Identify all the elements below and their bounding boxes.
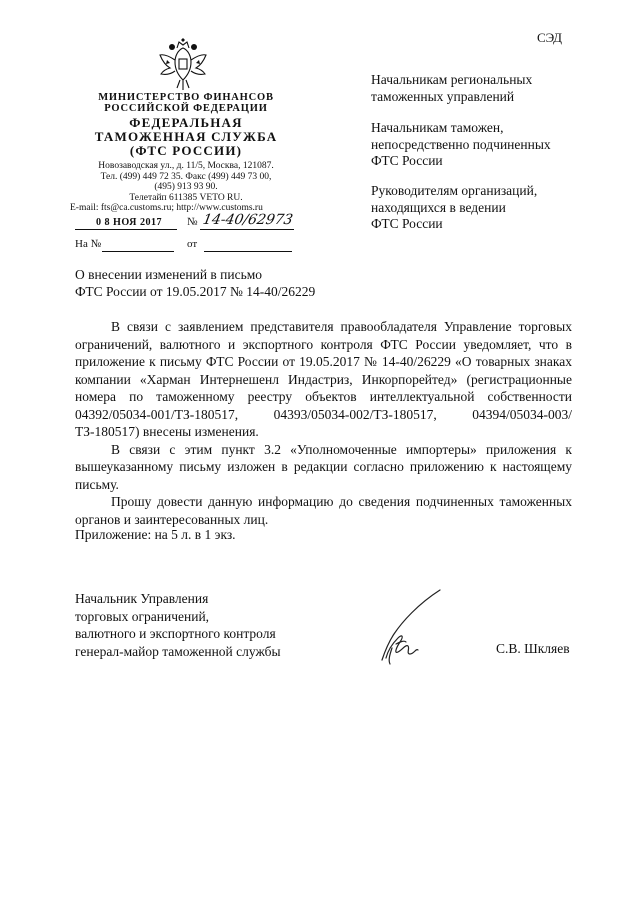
contact-line: (495) 913 93 90.: [154, 182, 218, 192]
number-label: №: [187, 216, 198, 228]
date-underline: [75, 229, 177, 230]
service-name: [70, 116, 302, 158]
outgoing-date: 0 8 НОЯ 2017: [96, 216, 163, 228]
outgoing-number: 14-40/62973: [201, 212, 295, 228]
incoming-number-label: На №: [75, 238, 102, 250]
addressee: [371, 120, 601, 170]
contact-block: [70, 161, 302, 214]
letter-subject: [75, 266, 375, 300]
incoming-date-label: от: [187, 238, 198, 250]
number-underline: [200, 229, 294, 230]
attachment-note: Приложение: на 5 л. в 1 экз.: [75, 527, 236, 542]
contact-line: E-mail: fts@ca.customs.ru; http://www.customs.ru: [70, 203, 263, 213]
position-line: Начальник Управления: [75, 591, 209, 606]
addressee-line: непосредственно подчиненных: [371, 136, 551, 152]
addressee-line: находящихся в ведении: [371, 199, 506, 215]
signer-position: [75, 590, 335, 660]
service-line: ФЕДЕРАЛЬНАЯ: [129, 115, 243, 130]
position-line: валютного и экспортного контроля: [75, 626, 276, 641]
ministry-line: РОССИЙСКОЙ ФЕДЕРАЦИИ: [104, 103, 268, 114]
contact-line: Тел. (499) 449 72 35. Факс (499) 449 73 00,: [100, 171, 272, 182]
incoming-number-line: [102, 251, 174, 252]
body-paragraph: В связи с заявлением представителя правообладателя Управление торговых ограничений, валютного и экспортного контроля ФТС России уведомляет, что в приложение к письму ФТС России от 19.05.2017 № 14-40/26229 «О товарных знаках компании «Харман Интернешенл Индастриз, Инкорпорейтед» (регистрационные номера по таможенному реестру объектов интеллектуальной собственности 04392/05034-001/ТЗ-180517, 04393/05034-002/ТЗ-180517, 04394/05034-003/ТЗ-180517) внесены изменения.: [75, 319, 572, 439]
body-paragraph: В связи с этим пункт 3.2 «Уполномоченные импортеры» приложения к вышеуказанному письму изложен в редакции согласно приложению к настоящему письму.: [75, 441, 572, 492]
subject-line: ФТС России от 19.05.2017 № 14-40/26229: [75, 284, 316, 299]
position-line: торговых ограничений,: [75, 608, 210, 624]
handwritten-signature: [372, 588, 452, 668]
subject-line: О внесении изменений в письмо: [75, 267, 263, 282]
addressee: [371, 72, 601, 105]
addressee-line: таможенных управлений: [371, 88, 515, 104]
contact-line: Новозаводская ул., д. 11/5, Москва, 121087.: [98, 161, 274, 171]
corner-tag: СЭД: [537, 30, 563, 45]
body-paragraph: Прошу довести данную информацию до сведения подчиненных таможенных органов и заинтересованных лиц.: [75, 494, 572, 527]
signer-name: С.В. Шкляев: [496, 641, 570, 656]
incoming-date-line: [204, 251, 292, 252]
ministry-line: МИНИСТЕРСТВО ФИНАНСОВ: [98, 92, 274, 103]
service-line: ТАМОЖЕННАЯ СЛУЖБА: [94, 129, 278, 144]
state-emblem-icon: [158, 38, 208, 92]
service-line: (ФТС РОССИИ): [129, 143, 243, 158]
letter-body: [75, 318, 572, 528]
position-line: генерал-майор таможенной службы: [75, 643, 281, 659]
addressee-line: Руководителям организаций,: [371, 183, 538, 198]
addressee-line: ФТС России: [371, 153, 443, 168]
contact-line: Телетайп 611385 VETO RU.: [129, 192, 243, 203]
addressee-line: Начальникам региональных: [371, 72, 533, 87]
ministry-name: [70, 92, 302, 114]
addressee: [371, 183, 601, 233]
addressee-line: ФТС России: [371, 216, 443, 231]
addressee-line: Начальникам таможен,: [371, 120, 504, 135]
